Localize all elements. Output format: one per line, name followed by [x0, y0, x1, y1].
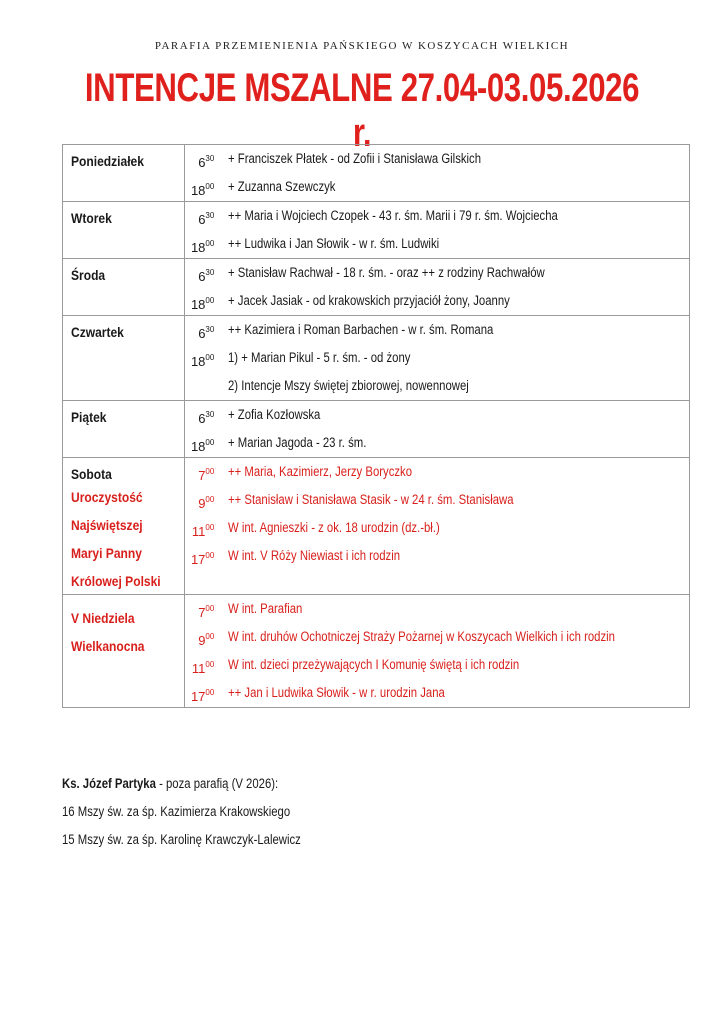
mass-times-cell — [185, 595, 222, 708]
mass-time: $11^{00}$ — [191, 660, 215, 676]
feast-name: Najświętszej — [71, 517, 143, 533]
feast-name: Królowej Polski — [71, 573, 161, 589]
mass-intention: ++ Maria i Wojciech Czopek - 43 r. śm. Marii i 79 r. śm. Wojciecha — [228, 208, 559, 223]
mass-time: $7^{00}$ — [198, 604, 215, 620]
mass-time: $18^{00}$ — [190, 239, 215, 255]
mass-intention: + Stanisław Rachwał - 18 r. śm. - oraz ++ z rodziny Rachwałów — [228, 265, 546, 280]
mass-schedule-table — [62, 144, 690, 708]
mass-intention: ++ Jan i Ludwika Słowik - w r. urodzin Jana — [228, 685, 446, 700]
mass-time: $6^{30}$ — [198, 410, 215, 426]
day-row — [63, 202, 690, 259]
feast-name: Wielkanocna — [71, 638, 145, 654]
mass-intention: ++ Ludwika i Jan Słowik - w r. śm. Ludwiki — [228, 236, 440, 251]
mass-intention: W int. dzieci przeżywających I Komunię świętą i ich rodzin — [228, 657, 520, 672]
day-cell — [63, 145, 185, 202]
mass-time: $6^{30}$ — [198, 154, 215, 170]
intentions-cell — [222, 458, 689, 595]
mass-intention: + Franciszek Płatek - od Zofii i Stanisława Gilskich — [228, 151, 482, 166]
intentions-cell — [222, 316, 689, 401]
day-row — [63, 259, 690, 316]
feast-name: Uroczystość — [71, 489, 143, 505]
mass-intention: ++ Stanisław i Stanisława Stasik - w 24 r. śm. Stanisława — [228, 492, 514, 507]
mass-intention: W int. V Róży Niewiast i ich rodzin — [228, 548, 401, 563]
mass-times-cell — [185, 316, 222, 401]
mass-intention: W int. Parafian — [228, 601, 303, 616]
footer-priest-line — [62, 770, 346, 798]
mass-times-cell — [185, 259, 222, 316]
mass-time: $18^{00}$ — [190, 438, 215, 454]
day-row — [63, 595, 690, 708]
feast-name: V Niedziela — [71, 610, 135, 626]
intentions-cell — [222, 259, 689, 316]
mass-time: $7^{00}$ — [198, 467, 215, 483]
mass-time: $17^{00}$ — [190, 688, 215, 704]
footer-notes — [62, 770, 346, 854]
footer-line: 16 Mszy św. za śp. Kazimierza Krakowskiego — [62, 804, 291, 819]
mass-times-cell — [185, 401, 222, 458]
mass-intention: ++ Kazimiera i Roman Barbachen - w r. śm. Romana — [228, 322, 494, 337]
mass-time: $18^{00}$ — [190, 296, 215, 312]
mass-intention: + Zuzanna Szewczyk — [228, 179, 336, 194]
mass-time: $18^{00}$ — [190, 182, 215, 198]
mass-intention: 1) + Marian Pikul - 5 r. śm. - od żony — [228, 350, 411, 365]
intentions-cell — [222, 202, 689, 259]
day-row — [63, 401, 690, 458]
mass-times-cell — [185, 145, 222, 202]
intentions-cell — [222, 595, 689, 708]
mass-time — [185, 372, 222, 400]
feast-name: Maryi Panny — [71, 545, 142, 561]
mass-intention: W int. druhów Ochotniczej Straży Pożarnej w Koszycach Wielkich i ich rodzin — [228, 629, 616, 644]
day-name: Piątek — [71, 409, 107, 425]
page-title: INTENCJE MSZALNE 27.04-03.05.2026 r. — [84, 66, 640, 155]
day-row — [63, 316, 690, 401]
day-name: Sobota — [71, 466, 112, 482]
mass-intention: 2) Intencje Mszy świętej zbiorowej, nowennowej — [228, 378, 470, 393]
footer-line: 15 Mszy św. za śp. Karolinę Krawczyk-Lalewicz — [62, 832, 301, 847]
intentions-cell — [222, 145, 689, 202]
mass-time: $6^{30}$ — [198, 268, 215, 284]
mass-time: $17^{00}$ — [190, 551, 215, 567]
mass-times-cell — [185, 202, 222, 259]
mass-time: $18^{00}$ — [190, 353, 215, 369]
day-cell — [63, 202, 185, 259]
day-name: Poniedziałek — [71, 153, 144, 169]
priest-name: Ks. Józef Partyka — [62, 776, 156, 791]
day-row — [63, 145, 690, 202]
priest-note: - poza parafią (V 2026): — [155, 776, 279, 791]
mass-intention: W int. Agnieszki - z ok. 18 urodzin (dz.-bł.) — [228, 520, 441, 535]
mass-time: $9^{00}$ — [198, 632, 215, 648]
day-name: Środa — [71, 267, 106, 283]
day-cell — [63, 595, 185, 708]
mass-times-cell — [185, 458, 222, 595]
day-row — [63, 458, 690, 595]
mass-intention: + Jacek Jasiak - od krakowskich przyjaciół żony, Joanny — [228, 293, 511, 308]
day-cell — [63, 458, 185, 595]
mass-time: $9^{00}$ — [198, 495, 215, 511]
mass-time: $6^{30}$ — [198, 325, 215, 341]
day-cell — [63, 401, 185, 458]
day-name: Wtorek — [71, 210, 112, 226]
mass-intention: + Zofia Kozłowska — [228, 407, 321, 422]
mass-time: $6^{30}$ — [198, 211, 215, 227]
mass-intention: + Marian Jagoda - 23 r. śm. — [228, 435, 367, 450]
day-name: Czwartek — [71, 324, 124, 340]
parish-name: PARAFIA PRZEMIENIENIA PAŃSKIEGO W KOSZYCACH WIELKICH — [154, 40, 570, 52]
mass-intention: ++ Maria, Kazimierz, Jerzy Boryczko — [228, 464, 413, 479]
day-cell — [63, 259, 185, 316]
mass-time: $11^{00}$ — [191, 523, 215, 539]
day-cell — [63, 316, 185, 401]
intentions-cell — [222, 401, 689, 458]
